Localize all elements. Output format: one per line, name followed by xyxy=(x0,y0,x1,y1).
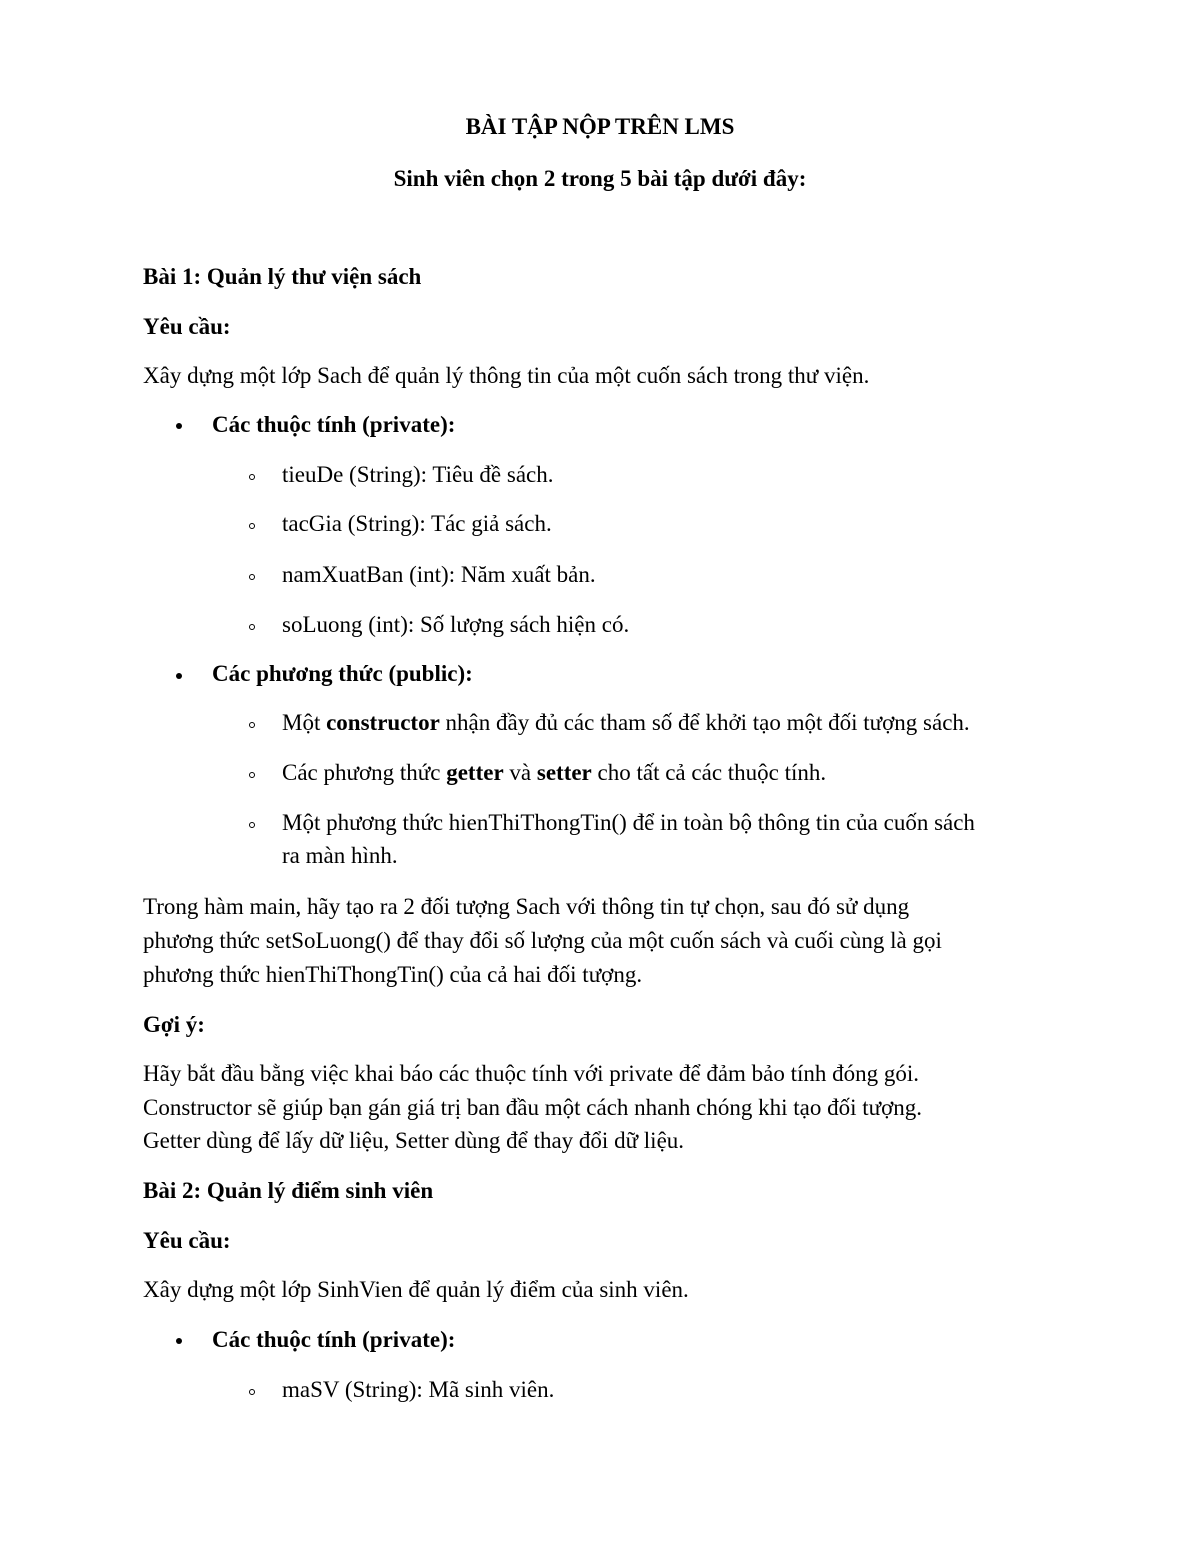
bullet-icon xyxy=(176,1338,182,1344)
bullet-icon xyxy=(176,673,182,679)
page-title: BÀI TẬP NỘP TRÊN LMS xyxy=(465,114,735,139)
bai2-attributes-label: Các thuộc tính (private): xyxy=(212,1327,456,1352)
sub-bullet-icon xyxy=(249,574,255,580)
sub-bullet-icon xyxy=(249,523,255,529)
bai1-heading: Bài 1: Quản lý thư viện sách xyxy=(143,264,422,289)
bai2-intro: Xây dựng một lớp SinhVien để quản lý điểm của sinh viên. xyxy=(143,1277,689,1302)
bai1-main-text: Trong hàm main, hãy tạo ra 2 đối tượng Sach với thông tin tự chọn, sau đó sử dụng xyxy=(143,894,910,919)
bai1-attribute-item: tieuDe (String): Tiêu đề sách. xyxy=(282,462,554,487)
bai1-method-getter-setter: Các phương thức getter và setter cho tất cả các thuộc tính. xyxy=(282,760,827,785)
bai1-hint-text: Constructor sẽ giúp bạn gán giá trị ban đầu một cách nhanh chóng khi tạo đối tượng. xyxy=(143,1095,922,1120)
bai1-attribute-item: namXuatBan (int): Năm xuất bản. xyxy=(282,562,596,587)
bai2-attribute-item: maSV (String): Mã sinh viên. xyxy=(282,1377,555,1402)
sub-bullet-icon xyxy=(249,772,255,778)
bullet-icon xyxy=(176,423,182,429)
sub-bullet-icon xyxy=(249,822,255,828)
bai1-method-display: Một phương thức hienThiThongTin() để in toàn bộ thông tin của cuốn sách xyxy=(282,810,975,835)
bai1-attributes-label: Các thuộc tính (private): xyxy=(212,412,456,437)
bai1-methods-label: Các phương thức (public): xyxy=(212,661,473,686)
page-subtitle: Sinh viên chọn 2 trong 5 bài tập dưới đây: xyxy=(393,166,807,191)
bai1-main-text: phương thức setSoLuong() để thay đổi số lượng của một cuốn sách và cuối cùng là gọi xyxy=(143,928,942,953)
bai2-requirement-label: Yêu cầu: xyxy=(143,1228,231,1253)
sub-bullet-icon xyxy=(249,474,255,480)
bai1-intro: Xây dựng một lớp Sach để quản lý thông tin của một cuốn sách trong thư viện. xyxy=(143,363,870,388)
bai2-heading: Bài 2: Quản lý điểm sinh viên xyxy=(143,1178,434,1203)
bai1-requirement-label: Yêu cầu: xyxy=(143,314,231,339)
bai1-main-text: phương thức hienThiThongTin() của cả hai đối tượng. xyxy=(143,962,643,987)
bai1-attribute-item: tacGia (String): Tác giả sách. xyxy=(282,511,552,536)
bai1-method-constructor: Một constructor nhận đầy đủ các tham số để khởi tạo một đối tượng sách. xyxy=(282,710,970,735)
bai1-method-display-cont: ra màn hình. xyxy=(282,843,398,868)
sub-bullet-icon xyxy=(249,722,255,728)
sub-bullet-icon xyxy=(249,624,255,630)
bai1-hint-text: Hãy bắt đầu bằng việc khai báo các thuộc tính với private để đảm bảo tính đóng gói. xyxy=(143,1061,920,1086)
sub-bullet-icon xyxy=(249,1389,255,1395)
bai1-attribute-item: soLuong (int): Số lượng sách hiện có. xyxy=(282,612,630,637)
bai1-hint-text: Getter dùng để lấy dữ liệu, Setter dùng để thay đổi dữ liệu. xyxy=(143,1128,685,1153)
bai1-hint-label: Gợi ý: xyxy=(143,1012,205,1037)
